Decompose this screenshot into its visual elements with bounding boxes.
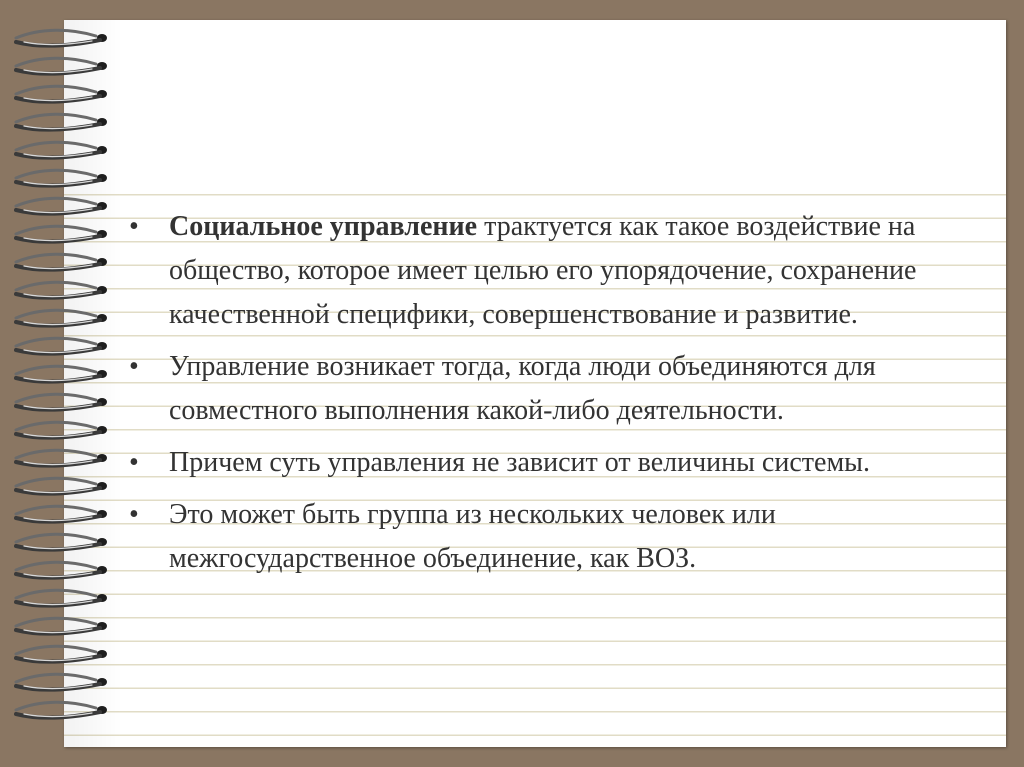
spiral-coil xyxy=(16,478,107,493)
spiral-coil xyxy=(16,450,107,465)
bullet-list xyxy=(125,205,955,581)
spiral-coil xyxy=(16,366,107,381)
spiral-coil xyxy=(16,534,107,549)
spiral-coil xyxy=(16,618,107,633)
slide-content xyxy=(125,205,955,589)
spiral-binding-icon xyxy=(10,20,110,750)
bullet-text: Управление возникает тогда, когда люди объединяются для совместного выполнения какой-либо деятельности. xyxy=(169,351,876,426)
bullet-text: Это может быть группа из нескольких человек или межгосударственное объединение, как ВОЗ. xyxy=(169,499,776,574)
spiral-coil xyxy=(16,702,107,717)
spiral-coil xyxy=(16,422,107,437)
spiral-coil xyxy=(16,86,107,101)
spiral-coil xyxy=(16,254,107,269)
spiral-coil xyxy=(16,562,107,577)
spiral-coil xyxy=(16,674,107,689)
bullet-item-1 xyxy=(125,205,955,337)
spiral-coil xyxy=(16,170,107,185)
spiral-coil xyxy=(16,506,107,521)
bullet-item-4 xyxy=(125,493,955,581)
spiral-coil xyxy=(16,282,107,297)
bullet-text: Причем суть управления не зависит от величины системы. xyxy=(169,447,870,478)
spiral-coil xyxy=(16,114,107,129)
bullet-item-2 xyxy=(125,345,955,433)
spiral-coil xyxy=(16,30,107,45)
spiral-coil xyxy=(16,590,107,605)
spiral-coil xyxy=(16,198,107,213)
spiral-coil xyxy=(16,646,107,661)
spiral-coil xyxy=(16,142,107,157)
bullet-item-3 xyxy=(125,441,955,485)
bullet-text: трактуется как такое воздействие на общество, которое имеет целью его упорядочение, сохранение качественной специфики, совершенствование и развитие. xyxy=(169,211,917,330)
spiral-coil xyxy=(16,226,107,241)
spiral-coil xyxy=(16,310,107,325)
spiral-coil xyxy=(16,58,107,73)
bullet-term: Социальное управление xyxy=(169,211,478,242)
spiral-coil xyxy=(16,394,107,409)
spiral-coil xyxy=(16,338,107,353)
